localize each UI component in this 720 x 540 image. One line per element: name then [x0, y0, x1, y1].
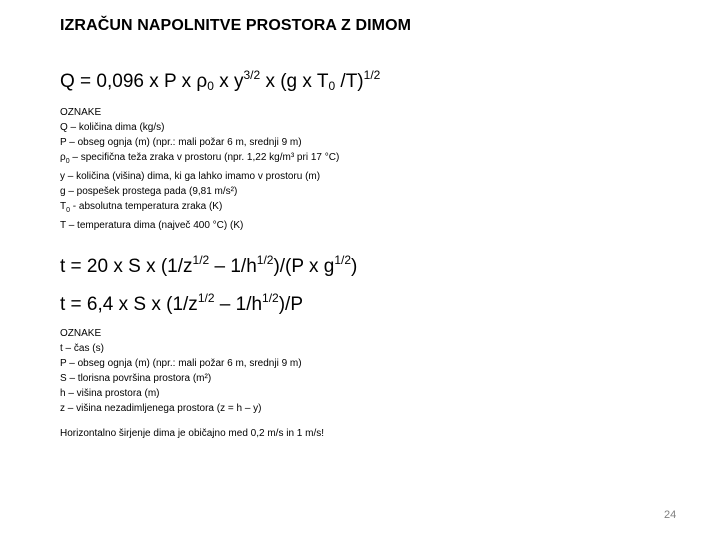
formula-subscript: 0	[207, 79, 214, 93]
legend-line: t – čas (s)	[60, 343, 104, 354]
formula-exponent: 3/2	[243, 68, 261, 82]
formula-part: )/(P x g	[273, 256, 335, 277]
legend-symbol: ρ	[60, 152, 66, 163]
smoke-spread-note: Horizontalno širjenje dima je običajno med 0,2 m/s in 1 m/s!	[60, 428, 325, 439]
legend-subscript: 0	[66, 207, 71, 214]
legend-line: h – višina prostora (m)	[60, 388, 160, 399]
formula-part: )	[351, 256, 358, 277]
formula-subscript: 0	[328, 79, 336, 93]
formula-part: – 1/h	[214, 294, 263, 315]
legend-line: P – obseg ognja (m) (npr.: mali požar 6 m, srednji 9 m)	[60, 358, 302, 369]
formula-exponent: 1/2	[334, 253, 352, 267]
formula-exponent: 1/2	[363, 68, 381, 82]
legend-line: z – višina nezadimljenega prostora (z = h – y)	[60, 403, 262, 414]
formula-part: /T)	[335, 71, 364, 92]
formula-exponent: 1/2	[256, 253, 274, 267]
slide-title: IZRAČUN NAPOLNITVE PROSTORA Z DIMOM	[60, 17, 412, 34]
legend-line: g – pospešek prostega pada (9,81 m/s²)	[60, 186, 238, 197]
legend-subscript: 0	[65, 158, 70, 165]
formula-exponent: 1/2	[197, 291, 215, 305]
legend-heading: OZNAKE	[60, 107, 102, 118]
legend-line: P – obseg ognja (m) (npr.: mali požar 6 m, srednji 9 m)	[60, 137, 302, 148]
smoke-quantity-formula	[60, 69, 380, 92]
formula-part: Q = 0,096 x P x ρ	[60, 71, 208, 92]
page-number: 24	[664, 509, 677, 521]
formula-part: t = 20 x S x (1/z	[60, 256, 193, 277]
formula-exponent: 1/2	[192, 253, 210, 267]
fill-time-formula	[60, 254, 357, 276]
legend-line: y – količina (višina) dima, ki ga lahko imamo v prostoru (m)	[60, 171, 321, 182]
formula-part: x (g x T	[260, 71, 329, 92]
legend-text: - absolutna temperatura zraka (K)	[70, 201, 223, 212]
legend-second-formula	[60, 326, 302, 416]
formula-part: x y	[213, 71, 244, 92]
legend-line	[60, 150, 339, 169]
legend-line: T – temperatura dima (največ 400 °C) (K)	[60, 220, 244, 231]
fill-time-simplified-formula	[60, 292, 303, 314]
formula-part: )/P	[278, 294, 304, 315]
formula-part: – 1/h	[209, 256, 257, 277]
legend-symbol: T	[60, 201, 67, 212]
legend-line: Q – količina dima (kg/s)	[60, 122, 165, 133]
formula-exponent: 1/2	[262, 291, 279, 305]
legend-line	[60, 199, 339, 218]
legend-text: – specifična teža zraka v prostoru (npr. 1,22 kg/m³ pri 17 °C)	[69, 152, 340, 163]
legend-heading: OZNAKE	[60, 328, 102, 339]
legend-first-formula	[60, 105, 339, 233]
legend-line: S – tlorisna površina prostora (m²)	[60, 373, 212, 384]
formula-part: t = 6,4 x S x (1/z	[60, 294, 198, 315]
